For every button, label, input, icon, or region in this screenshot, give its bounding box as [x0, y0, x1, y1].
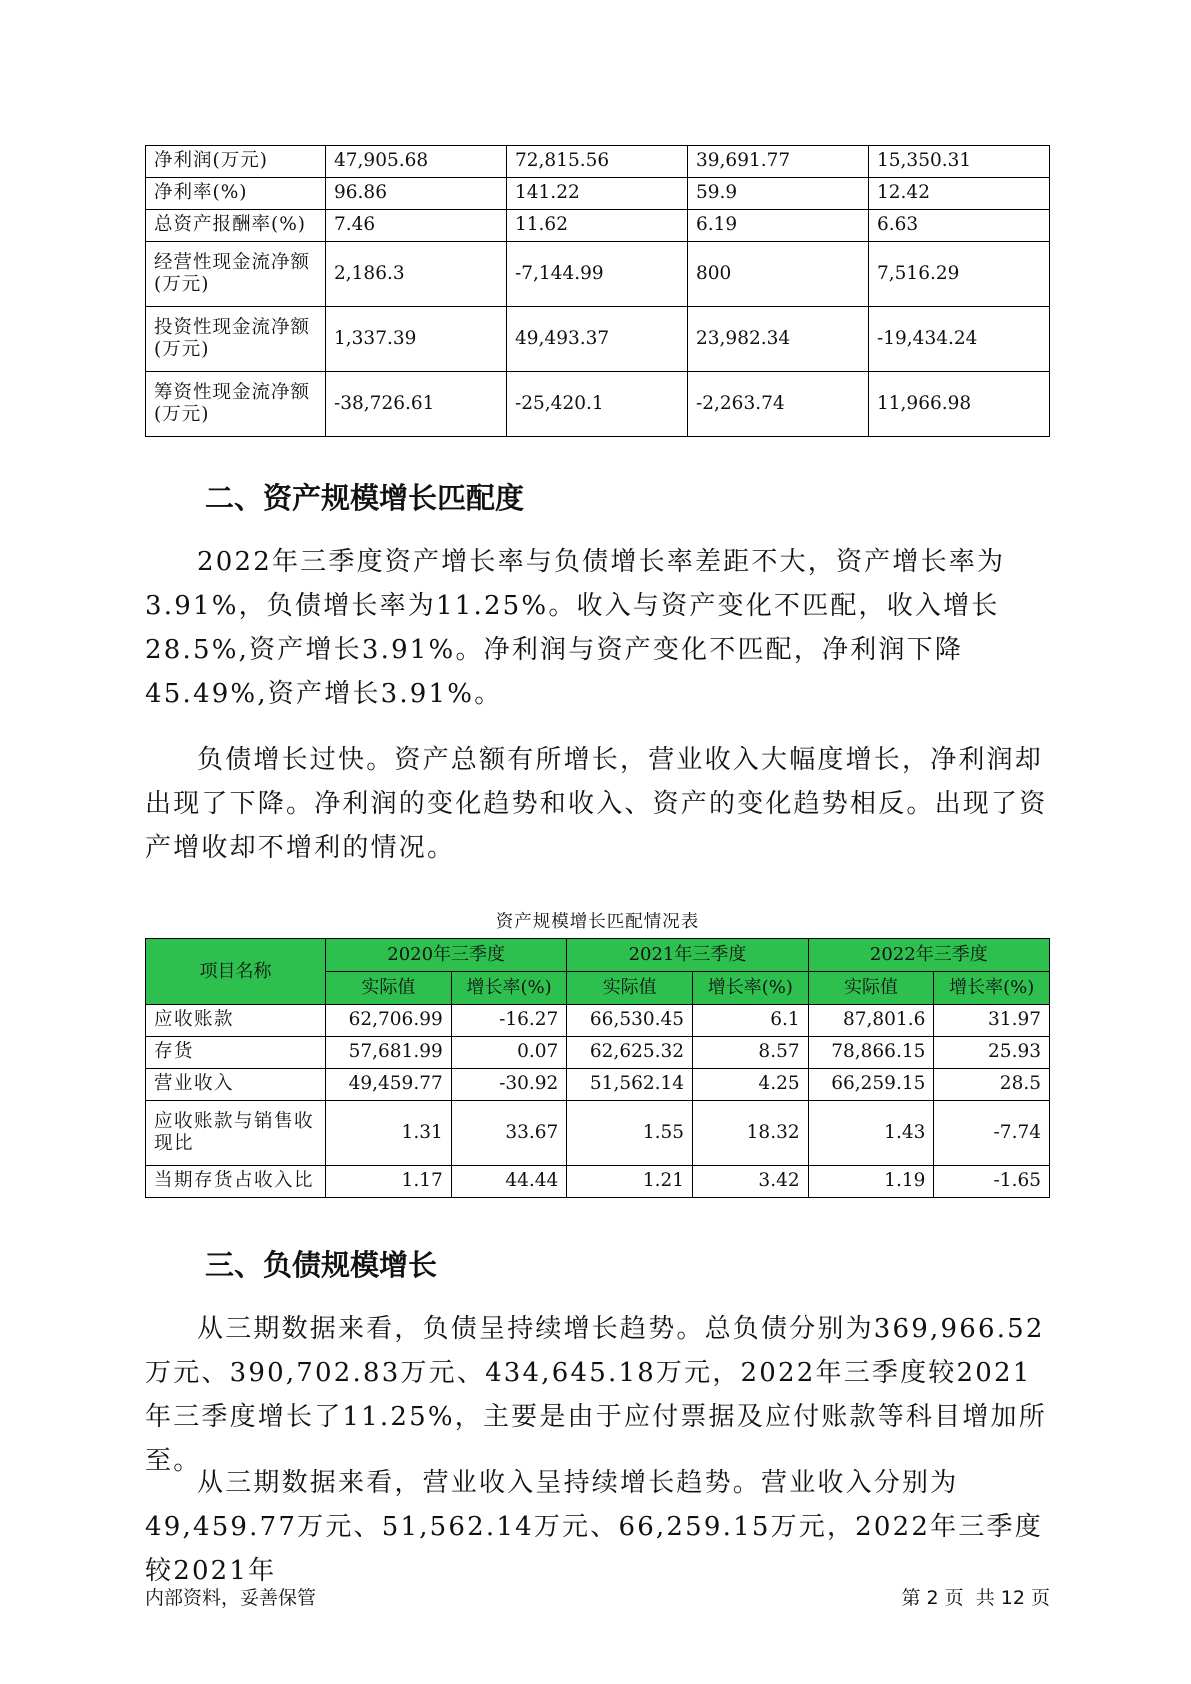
cell: 1.21	[567, 1166, 693, 1198]
cell: 12.42	[869, 178, 1050, 210]
table-row	[146, 1101, 1050, 1166]
column-header-period: 2021年三季度	[567, 939, 808, 972]
cell: 0.07	[451, 1037, 567, 1069]
cell: 44.44	[451, 1166, 567, 1198]
page-number: 第 2 页 共 12 页	[901, 1587, 1050, 1609]
row-label: 存货	[146, 1037, 326, 1069]
cell: 1.55	[567, 1101, 693, 1166]
column-header-item: 项目名称	[146, 939, 326, 1005]
row-label: 净利率(%)	[146, 178, 326, 210]
cell: 3.42	[693, 1166, 809, 1198]
table-header-row	[146, 939, 1050, 972]
cell: 59.9	[688, 178, 869, 210]
cell: -7.74	[934, 1101, 1050, 1166]
cell: 66,530.45	[567, 1005, 693, 1037]
column-header-growth: 增长率(%)	[693, 972, 809, 1005]
cell: 33.67	[451, 1101, 567, 1166]
cell: 2,186.3	[326, 242, 507, 307]
cell: 4.25	[693, 1069, 809, 1101]
cell: 87,801.6	[808, 1005, 934, 1037]
cell: 1.43	[808, 1101, 934, 1166]
cell: 1.19	[808, 1166, 934, 1198]
cell: 11.62	[507, 210, 688, 242]
column-header-growth: 增长率(%)	[934, 972, 1050, 1005]
cell: 18.32	[693, 1101, 809, 1166]
column-header-actual: 实际值	[567, 972, 693, 1005]
cell: 6.1	[693, 1005, 809, 1037]
cell: -7,144.99	[507, 242, 688, 307]
table-row	[146, 1166, 1050, 1198]
cell: 141.22	[507, 178, 688, 210]
cell: -38,726.61	[326, 372, 507, 437]
cell: 6.63	[869, 210, 1050, 242]
row-label: 经营性现金流净额(万元)	[146, 242, 326, 307]
cell: -30.92	[451, 1069, 567, 1101]
cell: 1.31	[326, 1101, 452, 1166]
cell: 66,259.15	[808, 1069, 934, 1101]
cell: 25.93	[934, 1037, 1050, 1069]
cell: 62,625.32	[567, 1037, 693, 1069]
table-row	[146, 1037, 1050, 1069]
table-row	[146, 210, 1050, 242]
financial-metrics-table	[145, 145, 1050, 437]
paragraph: 负债增长过快。资产总额有所增长，营业收入大幅度增长，净利润却出现了下降。净利润的变化趋势和收入、资产的变化趋势相反。出现了资产增收却不增利的情况。	[145, 745, 1048, 863]
row-label: 投资性现金流净额(万元)	[146, 307, 326, 372]
cell: -25,420.1	[507, 372, 688, 437]
table-row	[146, 178, 1050, 210]
cell: 11,966.98	[869, 372, 1050, 437]
column-header-actual: 实际值	[326, 972, 452, 1005]
row-label: 营业收入	[146, 1069, 326, 1101]
cell: 6.19	[688, 210, 869, 242]
column-header-period: 2022年三季度	[808, 939, 1049, 972]
cell: 47,905.68	[326, 146, 507, 178]
cell: 15,350.31	[869, 146, 1050, 178]
cell: 51,562.14	[567, 1069, 693, 1101]
column-header-actual: 实际值	[808, 972, 934, 1005]
cell: 28.5	[934, 1069, 1050, 1101]
row-label: 总资产报酬率(%)	[146, 210, 326, 242]
cell: 62,706.99	[326, 1005, 452, 1037]
table-row	[146, 372, 1050, 437]
paragraph: 2022年三季度资产增长率与负债增长率差距不大，资产增长率为3.91%，负债增长率为11.25%。收入与资产变化不匹配，收入增长28.5%,资产增长3.91%。净利润与资产变化不匹配，净利润下降45.49%,资产增长3.91%。	[145, 547, 1006, 709]
cell: -2,263.74	[688, 372, 869, 437]
row-label: 应收账款	[146, 1005, 326, 1037]
footer-confidential-note: 内部资料，妥善保管	[145, 1587, 317, 1609]
table-row	[146, 1069, 1050, 1101]
cell: 57,681.99	[326, 1037, 452, 1069]
column-header-growth: 增长率(%)	[451, 972, 567, 1005]
cell: 72,815.56	[507, 146, 688, 178]
paragraph: 从三期数据来看，营业收入呈持续增长趋势。营业收入分别为49,459.77万元、51,562.14万元、66,259.15万元，2022年三季度较2021年	[145, 1468, 1043, 1586]
paragraph: 从三期数据来看，负债呈持续增长趋势。总负债分别为369,966.52万元、390,702.83万元、434,645.18万元，2022年三季度较2021年三季度增长了11.25%，主要是由于应付票据及应付账款等科目增加所至。	[145, 1314, 1047, 1476]
table-row	[146, 1005, 1050, 1037]
cell: -1.65	[934, 1166, 1050, 1198]
table-row	[146, 146, 1050, 178]
table-row	[146, 307, 1050, 372]
cell: 49,459.77	[326, 1069, 452, 1101]
cell: 31.97	[934, 1005, 1050, 1037]
table-row	[146, 242, 1050, 307]
cell: 78,866.15	[808, 1037, 934, 1069]
cell: -19,434.24	[869, 307, 1050, 372]
cell: 96.86	[326, 178, 507, 210]
cell: 1.17	[326, 1166, 452, 1198]
row-label: 净利润(万元)	[146, 146, 326, 178]
cell: 1,337.39	[326, 307, 507, 372]
cell: 8.57	[693, 1037, 809, 1069]
cell: -16.27	[451, 1005, 567, 1037]
row-label: 当期存货占收入比	[146, 1166, 326, 1198]
cell: 39,691.77	[688, 146, 869, 178]
cell: 800	[688, 242, 869, 307]
cell: 23,982.34	[688, 307, 869, 372]
asset-growth-match-table	[145, 938, 1050, 1198]
column-header-period: 2020年三季度	[326, 939, 567, 972]
row-label: 筹资性现金流净额(万元)	[146, 372, 326, 437]
section-heading: 三、负债规模增长	[205, 1248, 438, 1282]
cell: 7,516.29	[869, 242, 1050, 307]
section-heading: 二、资产规模增长匹配度	[205, 481, 525, 515]
row-label: 应收账款与销售收现比	[146, 1101, 326, 1166]
table-caption: 资产规模增长匹配情况表	[495, 912, 700, 932]
cell: 7.46	[326, 210, 507, 242]
cell: 49,493.37	[507, 307, 688, 372]
